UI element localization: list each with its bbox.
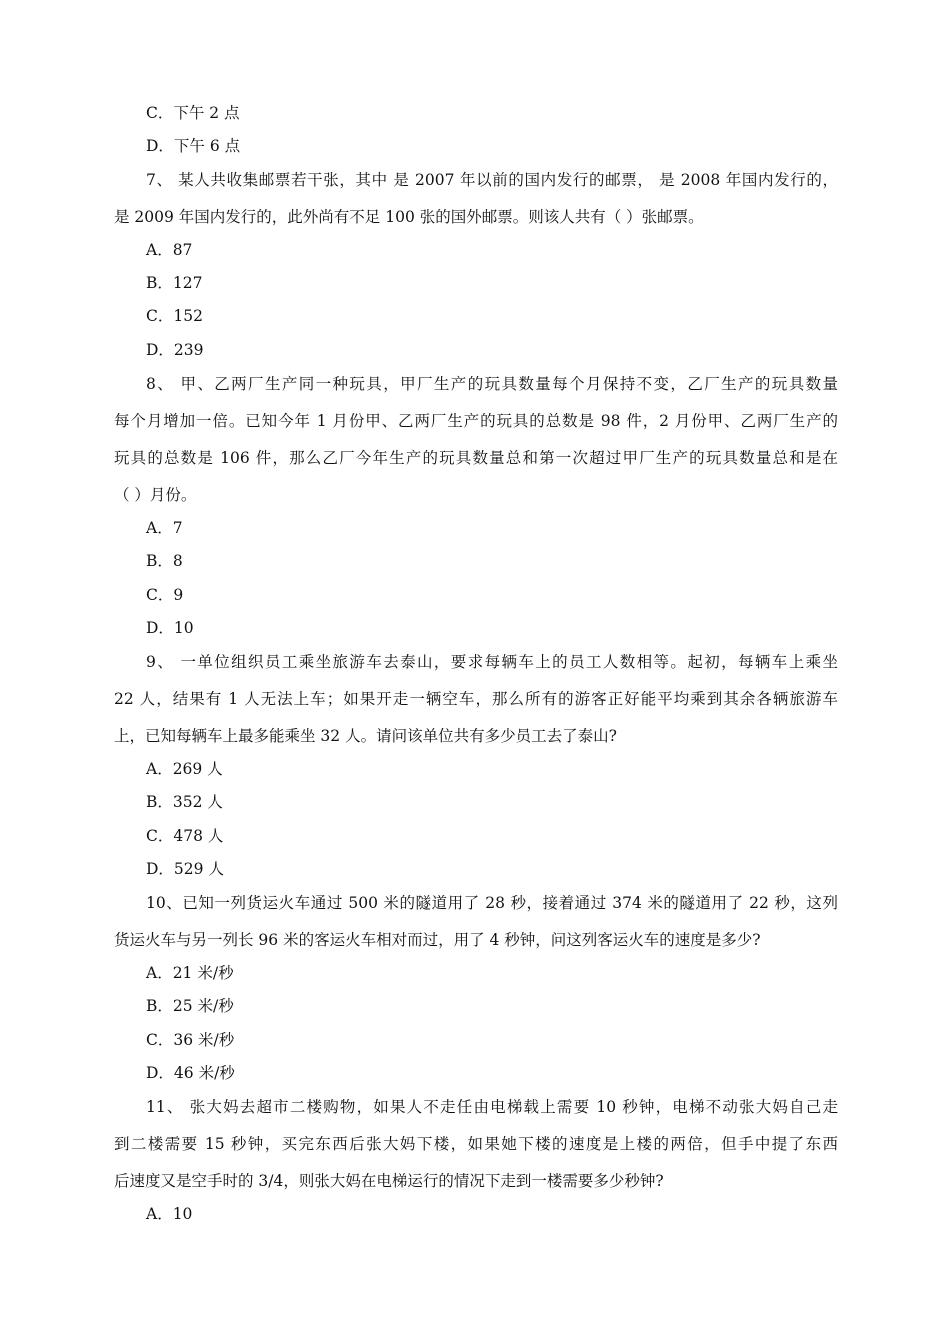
question-8-option-c: C．9	[146, 586, 184, 604]
question-9-option-b: B．352 人	[146, 793, 223, 811]
question-9-line-3: 上，已知每辆车上最多能乘坐 32 人。请问该单位共有多少员工去了泰山?	[114, 727, 617, 745]
question-11-line-2: 到二楼需要 15 秒钟，买完东西后张大妈下楼，如果她下楼的速度是上楼的两倍，但手中提了东西	[114, 1135, 838, 1153]
question-10-line-1: 10、已知一列货运火车通过 500 米的隧道用了 28 秒，接着通过 374 米的隧道用了 22 秒，这列	[146, 894, 838, 912]
question-10-option-c: C．36 米/秒	[146, 1031, 235, 1049]
question-10-option-d: D．46 米/秒	[146, 1064, 235, 1082]
question-8-line-3: 玩具的总数是 106 件，那么乙厂今年生产的玩具数量总和第一次超过甲厂生产的玩具数量总和是在	[114, 449, 838, 467]
question-11-line-3: 后速度又是空手时的 3/4，则张大妈在电梯运行的情况下走到一楼需要多少秒钟?	[114, 1172, 664, 1190]
question-8-option-a: A．7	[146, 519, 183, 537]
question-8-line-1: 8、 甲、乙两厂生产同一种玩具，甲厂生产的玩具数量每个月保持不变，乙厂生产的玩具数量	[146, 375, 838, 393]
question-8-option-b: B．8	[146, 552, 183, 570]
question-9-option-d: D．529 人	[146, 860, 224, 878]
question-11-option-a: A．10	[146, 1205, 193, 1223]
option-prev-c: C．下午 2 点	[146, 104, 240, 122]
question-10-option-b: B．25 米/秒	[146, 997, 234, 1015]
question-7-option-d: D．239	[146, 341, 204, 359]
question-7-line-1: 7、 某人共收集邮票若干张，其中 是 2007 年以前的国内发行的邮票， 是 2008 年国内发行的，	[146, 171, 838, 189]
question-8-option-d: D．10	[146, 619, 194, 637]
question-7-option-c: C．152	[146, 307, 203, 325]
question-10-line-2: 货运火车与另一列长 96 米的客运火车相对而过，用了 4 秒钟，问这列客运火车的速度是多少?	[114, 931, 761, 949]
question-7-option-b: B．127	[146, 274, 203, 292]
question-8-line-4: （ ）月份。	[114, 486, 197, 504]
option-prev-d: D．下午 6 点	[146, 137, 241, 155]
question-8-line-2: 每个月增加一倍。已知今年 1 月份甲、乙两厂生产的玩具的总数是 98 件，2 月份甲、乙两厂生产的	[114, 412, 838, 430]
question-10-option-a: A．21 米/秒	[146, 964, 234, 982]
question-7-option-a: A．87	[146, 241, 193, 259]
question-9-option-c: C．478 人	[146, 827, 224, 845]
question-9-option-a: A．269 人	[146, 760, 223, 778]
question-11-line-1: 11、 张大妈去超市二楼购物，如果人不走任由电梯载上需要 10 秒钟，电梯不动张大妈自己走	[146, 1098, 838, 1116]
question-9-line-2: 22 人，结果有 1 人无法上车；如果开走一辆空车，那么所有的游客正好能平均乘到其余各辆旅游车	[114, 690, 838, 708]
question-9-line-1: 9、 一单位组织员工乘坐旅游车去泰山，要求每辆车上的员工人数相等。起初，每辆车上乘坐	[146, 653, 838, 671]
question-7-line-2: 是 2009 年国内发行的，此外尚有不足 100 张的国外邮票。则该人共有（ ）张邮票。	[114, 208, 704, 226]
